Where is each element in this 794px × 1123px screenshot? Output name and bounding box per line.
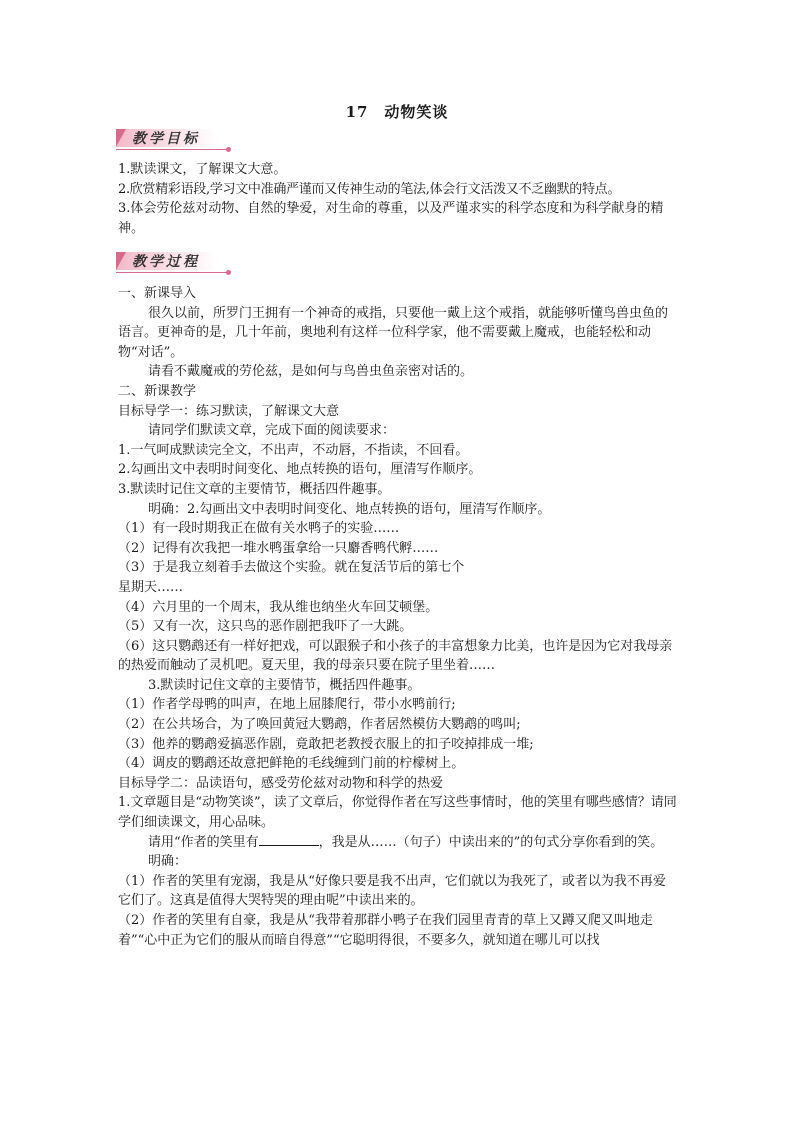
paragraph: 3.默读时记住文章的主要情节，概括四件趣事。 [148,677,421,693]
list-item: （2）在公共场合，为了唤回黄冠大鹦鹉，作者居然模仿大鹦鹉的鸣叫; [118,717,521,733]
paragraph: 明确： [148,854,188,870]
list-item: 星期天…… [118,579,184,595]
section-title: 二、新课教学 [118,383,197,399]
heading-ribbon-corner [116,252,126,270]
sentence-pattern-start: 请用“作者的笑里有 [148,834,259,850]
list-item: （1）作者的笑里有宠溺，我是从“好像只要是我不出声，它们就以为我死了，或者以为我不再爱它们了。这真是值得大哭特哭的理由呢”中读出来的。 [118,873,666,909]
section-heading-process [116,249,236,275]
list-item: （2）作者的笑里有自豪，我是从“我带着那群小鸭子在我们园里青青的草上又蹲又爬又叫地走着”“心中正为它们的服从而暗自得意”“它聪明得很，不要多久，就知道在哪儿可以找 [118,913,653,948]
goal-item: 2.欣赏精彩语段,学习文中准确严谨而又传神生动的笔法,体会行文活泼又不乏幽默的特点。 [118,181,621,197]
paragraph: 明确：2.勾画出文中表明时间变化、地点转换的语句，厘清写作顺序。 [148,501,551,517]
paragraph: 请看不戴魔戒的劳伦兹，是如何与鸟兽虫鱼亲密对话的。 [148,364,474,380]
heading-dot [226,147,231,152]
question: 1.文章题目是“动物笑谈”，读了文章后，你觉得作者在写这些事情时，他的笑里有哪些感情？请同学们细读课文，用心品味。 [118,795,677,831]
list-item: （5）又有一次，这只鸟的恶作剧把我吓了一大跳。 [118,619,413,635]
list-item: 3.默读时记住文章的主要情节，概括四件趣事。 [118,481,391,497]
goal-item: 1.默读课文，了解课文大意。 [118,162,287,177]
list-item: （6）这只鹦鹉还有一样好把戏，可以跟猴子和小孩子的丰富想象力比美，也许是因为它对我母亲的热爱而触动了灵机吧。夏天里，我的母亲只要在院子里坐着…… [118,638,673,674]
sentence-pattern-end: ，我是从……（句子）中读出来的”的句式分享你看到的笑。 [318,834,664,850]
paragraph: 请同学们默读文章，完成下面的阅读要求： [148,423,396,439]
heading-label: 教学目标 [132,131,200,147]
heading-underline [116,149,228,150]
list-item: （3）于是我立刻着手去做这个实验。就在复活节后的第七个 [118,560,465,576]
heading-dot [226,270,231,275]
section-heading-goals [116,126,236,152]
list-item: （1）作者学母鸭的叫声，在地上屈膝爬行，带小水鸭前行; [118,697,456,713]
list-item: 1.一气呵成默读完全文，不出声，不动唇，不指读，不回看。 [118,442,469,458]
list-item: （1）有一段时期我正在做有关水鸭子的实验…… [118,521,400,537]
section-title: 一、新课导入 [118,286,197,301]
goal-item: 3.体会劳伦兹对动物、自然的挚爱，对生命的尊重，以及严谨求实的科学态度和为科学献身的精神。 [118,201,664,236]
list-item: （4）调皮的鹦鹉还故意把鲜艳的毛线缠到门前的柠檬树上。 [118,756,465,772]
heading-underline [116,272,228,273]
goal-subheading: 目标导学一：练习默读，了解课文大意 [118,403,340,419]
goals-list [118,160,678,238]
list-item: （2）记得有次我把一堆水鸭蛋拿给一只麝香鸭代孵…… [118,540,439,556]
page-title: 17 动物笑谈 [345,103,449,121]
list-item: （3）他养的鹦鹉爱搞恶作剧，竟敢把老教授衣服上的扣子咬掉排成一堆; [118,736,534,752]
fill-blank [259,833,319,846]
lesson-body [118,284,678,950]
heading-label: 教学过程 [132,254,200,270]
heading-ribbon-corner [116,129,126,147]
list-item: 2.勾画出文中表明时间变化、地点转换的语句，厘清写作顺序。 [118,462,482,478]
goal-subheading: 目标导学二：品读语句，感受劳伦兹对动物和科学的热爱 [118,775,444,791]
list-item: （4）六月里的一个周末，我从维也纳坐火车回艾顿堡。 [118,599,439,615]
paragraph: 很久以前，所罗门王拥有一个神奇的戒指，只要他一戴上这个戒指，就能够听懂鸟兽虫鱼的语言。更神奇的是，几十年前，奥地利有这样一位科学家，他不需要戴上魔戒，也能轻松和动物“对话”。 [118,305,669,360]
paragraph [118,833,678,853]
